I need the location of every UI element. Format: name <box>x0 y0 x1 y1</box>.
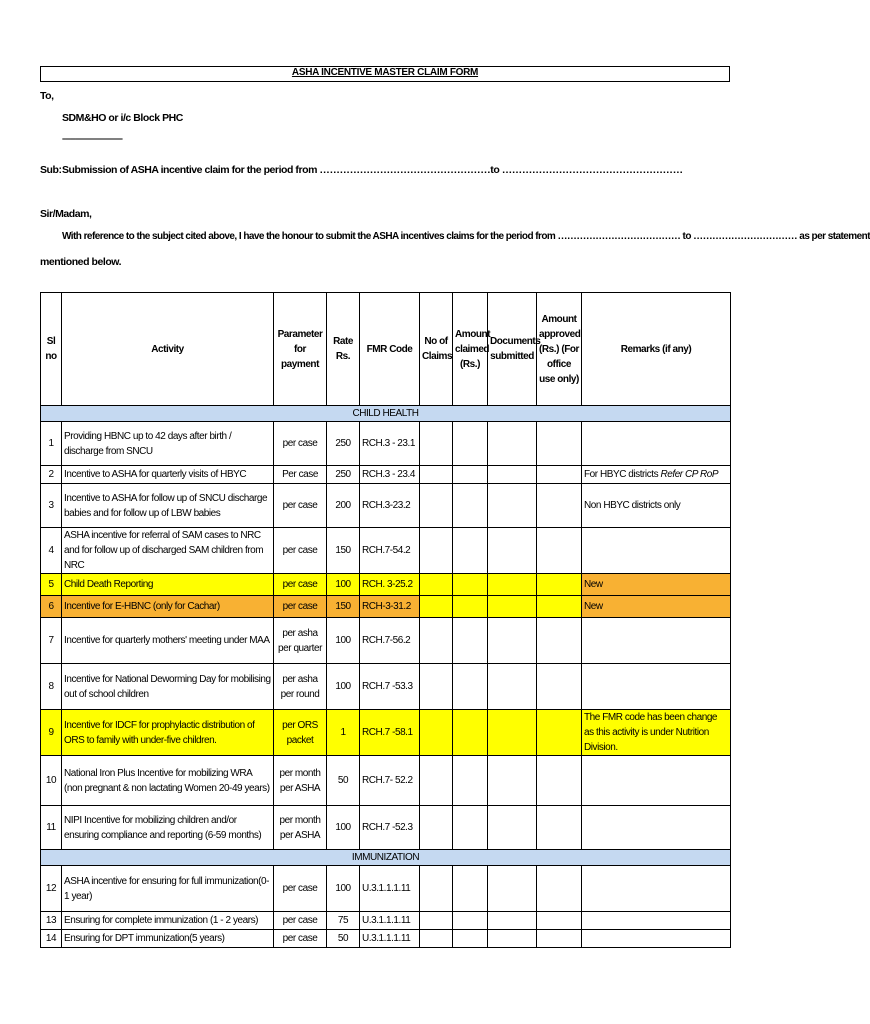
cell-fmr: RCH.7 -53.3 <box>360 664 420 710</box>
table-row <box>41 528 731 574</box>
table-row <box>41 422 731 466</box>
cell-remarks <box>582 912 731 930</box>
cell-fmr: RCH.7 -52.3 <box>360 806 420 850</box>
cell-activity: NIPI Incentive for mobilizing children and/or ensuring compliance and reporting (6-59 months) <box>62 806 274 850</box>
cell-sl: 10 <box>41 756 62 806</box>
cell-sl: 9 <box>41 710 62 756</box>
cell-documents[interactable] <box>488 866 537 912</box>
table-row <box>41 756 731 806</box>
form-title: ASHA INCENTIVE MASTER CLAIM FORM <box>40 66 730 82</box>
addressee-dots: ------------------------------------ <box>62 134 122 143</box>
cell-documents[interactable] <box>488 710 537 756</box>
cell-fmr: RCH. 3-25.2 <box>360 574 420 596</box>
cell-approved[interactable] <box>537 574 582 596</box>
cell-claims[interactable] <box>420 756 453 806</box>
cell-sl: 2 <box>41 466 62 484</box>
cell-sl: 12 <box>41 866 62 912</box>
cell-claimed[interactable] <box>453 930 488 948</box>
cell-remarks <box>582 664 731 710</box>
cell-activity: National Iron Plus Incentive for mobilizing WRA (non pregnant & non lactating Women 20-49 years) <box>62 756 274 806</box>
cell-activity: Child Death Reporting <box>62 574 274 596</box>
cell-activity: Providing HBNC up to 42 days after birth / discharge from SNCU <box>62 422 274 466</box>
cell-parameter: per asha per round <box>274 664 327 710</box>
cell-approved[interactable] <box>537 756 582 806</box>
cell-activity: ASHA incentive for ensuring for full immunization(0-1 year) <box>62 866 274 912</box>
cell-documents[interactable] <box>488 756 537 806</box>
header-parameter: Parameter for payment <box>274 293 327 406</box>
cell-parameter: Per case <box>274 466 327 484</box>
claim-form-sheet <box>40 66 870 944</box>
header-documents: Documents submitted <box>488 293 537 406</box>
cell-remarks: New <box>582 596 731 618</box>
header-approved: Amount approved (Rs.) (For office use only) <box>537 293 582 406</box>
cell-remarks <box>582 866 731 912</box>
table-row <box>41 618 731 664</box>
cell-remarks <box>582 806 731 850</box>
body-line-2: mentioned below. <box>40 256 122 268</box>
cell-sl: 6 <box>41 596 62 618</box>
claim-table <box>40 292 731 948</box>
cell-rate: 250 <box>327 422 360 466</box>
cell-sl: 5 <box>41 574 62 596</box>
header-fmr: FMR Code <box>360 293 420 406</box>
cell-sl: 4 <box>41 528 62 574</box>
cell-claims[interactable] <box>420 930 453 948</box>
cell-claims[interactable] <box>420 574 453 596</box>
cell-activity: Incentive to ASHA for quarterly visits of HBYC <box>62 466 274 484</box>
cell-claimed[interactable] <box>453 756 488 806</box>
remarks-italic: Refer CP RoP <box>660 469 719 480</box>
cell-sl: 11 <box>41 806 62 850</box>
header-activity: Activity <box>62 293 274 406</box>
cell-claims[interactable] <box>420 466 453 484</box>
cell-rate: 50 <box>327 756 360 806</box>
cell-claimed[interactable] <box>453 664 488 710</box>
cell-parameter: per case <box>274 866 327 912</box>
cell-parameter: per case <box>274 930 327 948</box>
table-row <box>41 664 731 710</box>
cell-documents[interactable] <box>488 528 537 574</box>
cell-activity: Incentive for quarterly mothers' meeting under MAA <box>62 618 274 664</box>
cell-parameter: per case <box>274 912 327 930</box>
cell-claims[interactable] <box>420 866 453 912</box>
cell-fmr: RCH.7-54.2 <box>360 528 420 574</box>
cell-approved[interactable] <box>537 528 582 574</box>
header-remarks: Remarks (if any) <box>582 293 731 406</box>
cell-sl: 13 <box>41 912 62 930</box>
cell-fmr: RCH-3-31.2 <box>360 596 420 618</box>
cell-remarks <box>582 528 731 574</box>
cell-rate: 150 <box>327 596 360 618</box>
cell-activity: Incentive for National Deworming Day for mobilising out of school children <box>62 664 274 710</box>
cell-remarks: New <box>582 574 731 596</box>
addressee: SDM&HO or i/c Block PHC <box>62 112 183 124</box>
cell-remarks <box>582 930 731 948</box>
header-claims: No of Claims <box>420 293 453 406</box>
body-line-1: With reference to the subject cited above, I have the honour to submit the ASHA incentives claims for the period from ………………………………… to …………………………… as per statement <box>62 231 870 242</box>
table-row <box>41 806 731 850</box>
cell-claims[interactable] <box>420 484 453 528</box>
to-line: To, <box>40 90 54 102</box>
cell-parameter: per case <box>274 484 327 528</box>
cell-activity: Ensuring for complete immunization (1 - 2 years) <box>62 912 274 930</box>
cell-rate: 75 <box>327 912 360 930</box>
header-sl: Sl no <box>41 293 62 406</box>
table-row <box>41 574 731 596</box>
subject-text: Submission of ASHA incentive claim for the period from ……………………………………………to ……………………………………………… <box>62 164 683 176</box>
cell-rate: 50 <box>327 930 360 948</box>
table-row <box>41 912 731 930</box>
cell-approved[interactable] <box>537 422 582 466</box>
cell-rate: 250 <box>327 466 360 484</box>
cell-fmr: U.3.1.1.1.11 <box>360 912 420 930</box>
cell-documents[interactable] <box>488 664 537 710</box>
cell-claims[interactable] <box>420 912 453 930</box>
cell-documents[interactable] <box>488 806 537 850</box>
cell-documents[interactable] <box>488 422 537 466</box>
cell-fmr: RCH.3 - 23.4 <box>360 466 420 484</box>
cell-claimed[interactable] <box>453 866 488 912</box>
cell-fmr: RCH.3-23.2 <box>360 484 420 528</box>
cell-claims[interactable] <box>420 664 453 710</box>
cell-claimed[interactable] <box>453 618 488 664</box>
cell-approved[interactable] <box>537 466 582 484</box>
table-row <box>41 710 731 756</box>
cell-activity: Incentive to ASHA for follow up of SNCU discharge babies and for follow up of LBW babies <box>62 484 274 528</box>
cell-fmr: U.3.1.1.1.11 <box>360 866 420 912</box>
subject-label: Sub: <box>40 164 62 176</box>
header-claimed: Amount claimed (Rs.) <box>453 293 488 406</box>
cell-parameter: per month per ASHA <box>274 806 327 850</box>
cell-rate: 1 <box>327 710 360 756</box>
cell-activity: ASHA incentive for referral of SAM cases to NRC and for follow up of discharged SAM children from NRC <box>62 528 274 574</box>
cell-sl: 7 <box>41 618 62 664</box>
cell-claimed[interactable] <box>453 484 488 528</box>
table-row <box>41 596 731 618</box>
cell-rate: 100 <box>327 664 360 710</box>
cell-parameter: per month per ASHA <box>274 756 327 806</box>
table-row <box>41 466 731 484</box>
cell-claims[interactable] <box>420 422 453 466</box>
cell-approved[interactable] <box>537 710 582 756</box>
cell-claims[interactable] <box>420 596 453 618</box>
cell-claimed[interactable] <box>453 422 488 466</box>
cell-documents[interactable] <box>488 484 537 528</box>
cell-approved[interactable] <box>537 806 582 850</box>
cell-parameter: per ORS packet <box>274 710 327 756</box>
cell-claims[interactable] <box>420 528 453 574</box>
cell-documents[interactable] <box>488 596 537 618</box>
salutation: Sir/Madam, <box>40 208 92 220</box>
cell-fmr: RCH.3 - 23.1 <box>360 422 420 466</box>
cell-remarks <box>582 422 731 466</box>
cell-claimed[interactable] <box>453 596 488 618</box>
cell-remarks <box>582 756 731 806</box>
cell-claimed[interactable] <box>453 528 488 574</box>
cell-rate: 100 <box>327 574 360 596</box>
cell-documents[interactable] <box>488 574 537 596</box>
table-header-row <box>41 293 731 406</box>
cell-claimed[interactable] <box>453 806 488 850</box>
cell-parameter: per case <box>274 528 327 574</box>
cell-documents[interactable] <box>488 912 537 930</box>
table-row <box>41 484 731 528</box>
cell-claims[interactable] <box>420 806 453 850</box>
cell-sl: 14 <box>41 930 62 948</box>
header-rate: Rate Rs. <box>327 293 360 406</box>
cell-rate: 100 <box>327 806 360 850</box>
cell-claimed[interactable] <box>453 710 488 756</box>
cell-sl: 8 <box>41 664 62 710</box>
cell-documents[interactable] <box>488 930 537 948</box>
cell-approved[interactable] <box>537 912 582 930</box>
section-child-health: CHILD HEALTH <box>41 406 731 422</box>
cell-fmr: RCH.7 -58.1 <box>360 710 420 756</box>
cell-remarks <box>582 618 731 664</box>
cell-parameter: per case <box>274 422 327 466</box>
cell-activity: Incentive for E-HBNC (only for Cachar) <box>62 596 274 618</box>
cell-approved[interactable] <box>537 866 582 912</box>
cell-sl: 3 <box>41 484 62 528</box>
cell-remarks: Non HBYC districts only <box>582 484 731 528</box>
cell-approved[interactable] <box>537 930 582 948</box>
cell-documents[interactable] <box>488 466 537 484</box>
cell-rate: 100 <box>327 618 360 664</box>
cell-rate: 100 <box>327 866 360 912</box>
cell-approved[interactable] <box>537 596 582 618</box>
cell-rate: 200 <box>327 484 360 528</box>
cell-documents[interactable] <box>488 618 537 664</box>
cell-rate: 150 <box>327 528 360 574</box>
cell-remarks: The FMR code has been change as this activity is under Nutrition Division. <box>582 710 731 756</box>
cell-sl: 1 <box>41 422 62 466</box>
cell-claimed[interactable] <box>453 466 488 484</box>
table-row <box>41 930 731 948</box>
cell-approved[interactable] <box>537 484 582 528</box>
cell-claimed[interactable] <box>453 912 488 930</box>
cell-approved[interactable] <box>537 618 582 664</box>
cell-parameter: per asha per quarter <box>274 618 327 664</box>
cell-claims[interactable] <box>420 710 453 756</box>
cell-remarks: For HBYC districts Refer CP RoP <box>582 466 731 484</box>
cell-fmr: U.3.1.1.1.11 <box>360 930 420 948</box>
table-row <box>41 866 731 912</box>
cell-parameter: per case <box>274 574 327 596</box>
cell-activity: Incentive for IDCF for prophylactic distribution of ORS to family with under-five children. <box>62 710 274 756</box>
cell-claimed[interactable] <box>453 574 488 596</box>
cell-activity: Ensuring for DPT immunization(5 years) <box>62 930 274 948</box>
cell-fmr: RCH.7-56.2 <box>360 618 420 664</box>
cell-claims[interactable] <box>420 618 453 664</box>
cell-fmr: RCH.7- 52.2 <box>360 756 420 806</box>
section-immunization: IMMUNIZATION <box>41 850 731 866</box>
cell-approved[interactable] <box>537 664 582 710</box>
cell-parameter: per case <box>274 596 327 618</box>
